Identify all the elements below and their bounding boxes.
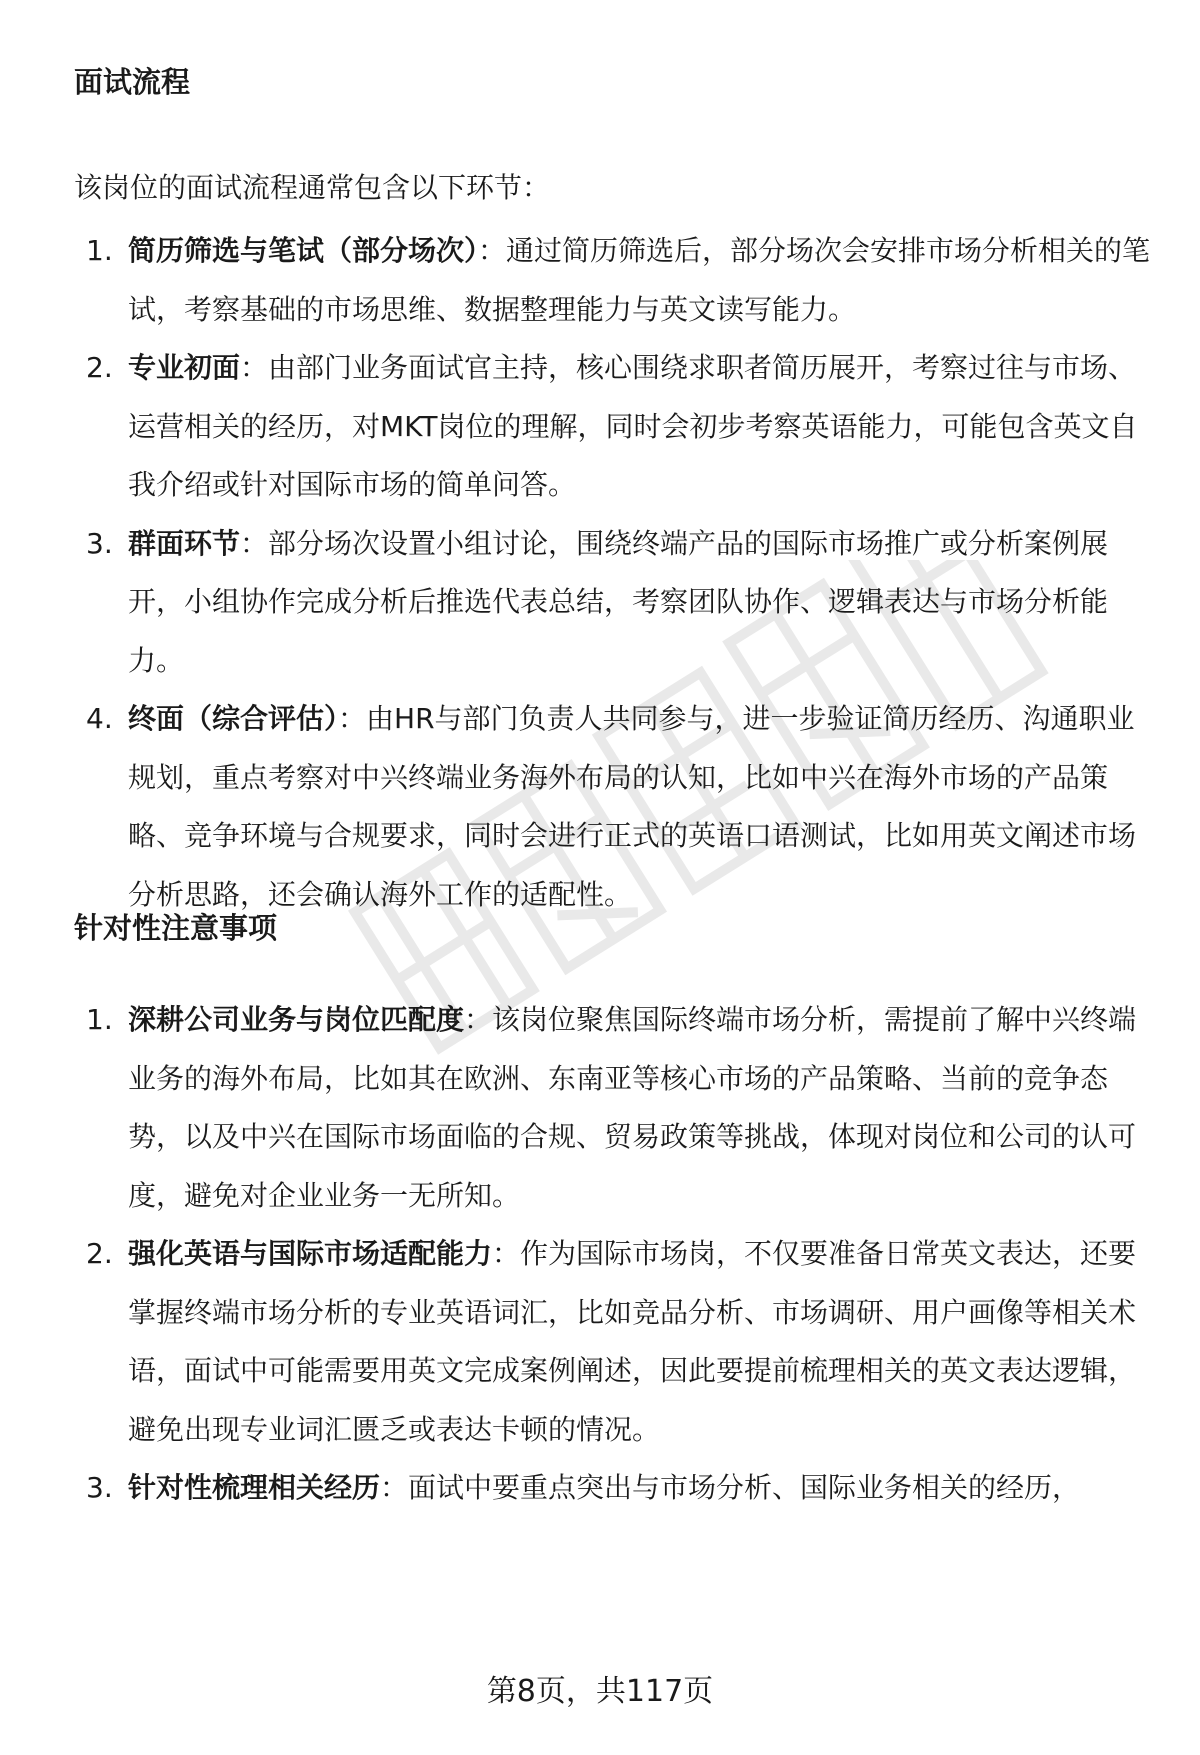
list-item-separator: ： [240, 351, 269, 384]
interview-steps-list [0, 222, 1200, 924]
list-item-number: 2. [86, 351, 113, 384]
list-item-title: 终面（综合评估） [128, 702, 339, 735]
list-item-text: 作为国际市场岗，不仅要准备日常英文表达，还要掌握终端市场分析的专业英语词汇，比如竞品分析、市场调研、用户画像等相关术语，面试中可能需要用英文完成案例阐述，因此要提前梳理相关的英文表达逻辑，避免出现专业词汇匮乏或表达卡顿的情况。 [128, 1237, 1137, 1446]
list-item-text: 由部门业务面试官主持，核心围绕求职者简历展开，考察过往与市场、运营相关的经历，对MKT岗位的理解，同时会初步考察英语能力，可能包含英文自我介绍或针对国际市场的简单问答。 [128, 351, 1138, 501]
list-item-text: 通过简历筛选后，部分场次会安排市场分析相关的笔试，考察基础的市场思维、数据整理能力与英文读写能力。 [128, 234, 1151, 326]
list-item-title: 强化英语与国际市场适配能力 [128, 1237, 493, 1270]
list-item [0, 690, 1200, 924]
list-item-separator: ： [464, 1003, 493, 1036]
list-item-separator: ： [338, 702, 367, 735]
list-item-title: 专业初面 [128, 351, 241, 384]
list-item [0, 991, 1200, 1225]
list-item-number: 1. [86, 1003, 113, 1036]
intro-paragraph: 该岗位的面试流程通常包含以下环节： [74, 171, 551, 204]
list-item [0, 222, 1200, 339]
list-item-title: 简历筛选与笔试（部分场次） [128, 234, 479, 267]
list-item [0, 1459, 1200, 1518]
list-item-title: 针对性梳理相关经历 [128, 1471, 381, 1504]
list-item-number: 4. [86, 702, 113, 735]
list-item-number: 1. [86, 234, 113, 267]
list-item-text: 由HR与部门负责人共同参与，进一步验证简历经历、沟通职业规划，重点考察对中兴终端业务海外布局的认知，比如中兴在海外市场的产品策略、竞争环境与合规要求，同时会进行正式的英语口语测试，比如用英文阐述市场分析思路，还会确认海外工作的适配性。 [128, 702, 1137, 911]
list-item [0, 339, 1200, 515]
list-item-text: 部分场次设置小组讨论，围绕终端产品的国际市场推广或分析案例展开，小组协作完成分析后推选代表总结，考察团队协作、逻辑表达与市场分析能力。 [128, 526, 1109, 677]
list-item-text: 该岗位聚焦国际终端市场分析，需提前了解中兴终端业务的海外布局，比如其在欧洲、东南亚等核心市场的产品策略、当前的竞争态势，以及中兴在国际市场面临的合规、贸易政策等挑战，体现对岗位和公司的认可度，避免对企业业务一无所知。 [128, 1003, 1137, 1212]
list-item-separator: ： [240, 526, 269, 560]
list-item-separator: ： [380, 1471, 409, 1504]
list-item-separator: ： [492, 1237, 521, 1270]
section-heading-interview-process: 面试流程 [74, 65, 191, 99]
list-item [0, 1225, 1200, 1459]
list-item-separator: ： [478, 234, 507, 267]
list-item [0, 515, 1200, 691]
notes-list [0, 991, 1200, 1518]
section-heading-notes: 针对性注意事项 [74, 911, 278, 945]
list-item-number: 2. [86, 1237, 113, 1270]
list-item-number: 3. [86, 1471, 113, 1504]
page-number-footer: 第8页，共117页 [486, 1674, 714, 1709]
list-item-text: 面试中要重点突出与市场分析、国际业务相关的经历， [408, 1471, 1081, 1504]
list-item-title: 深耕公司业务与岗位匹配度 [128, 1003, 465, 1036]
list-item-title: 群面环节 [128, 526, 241, 560]
list-item-number: 3. [86, 526, 113, 560]
